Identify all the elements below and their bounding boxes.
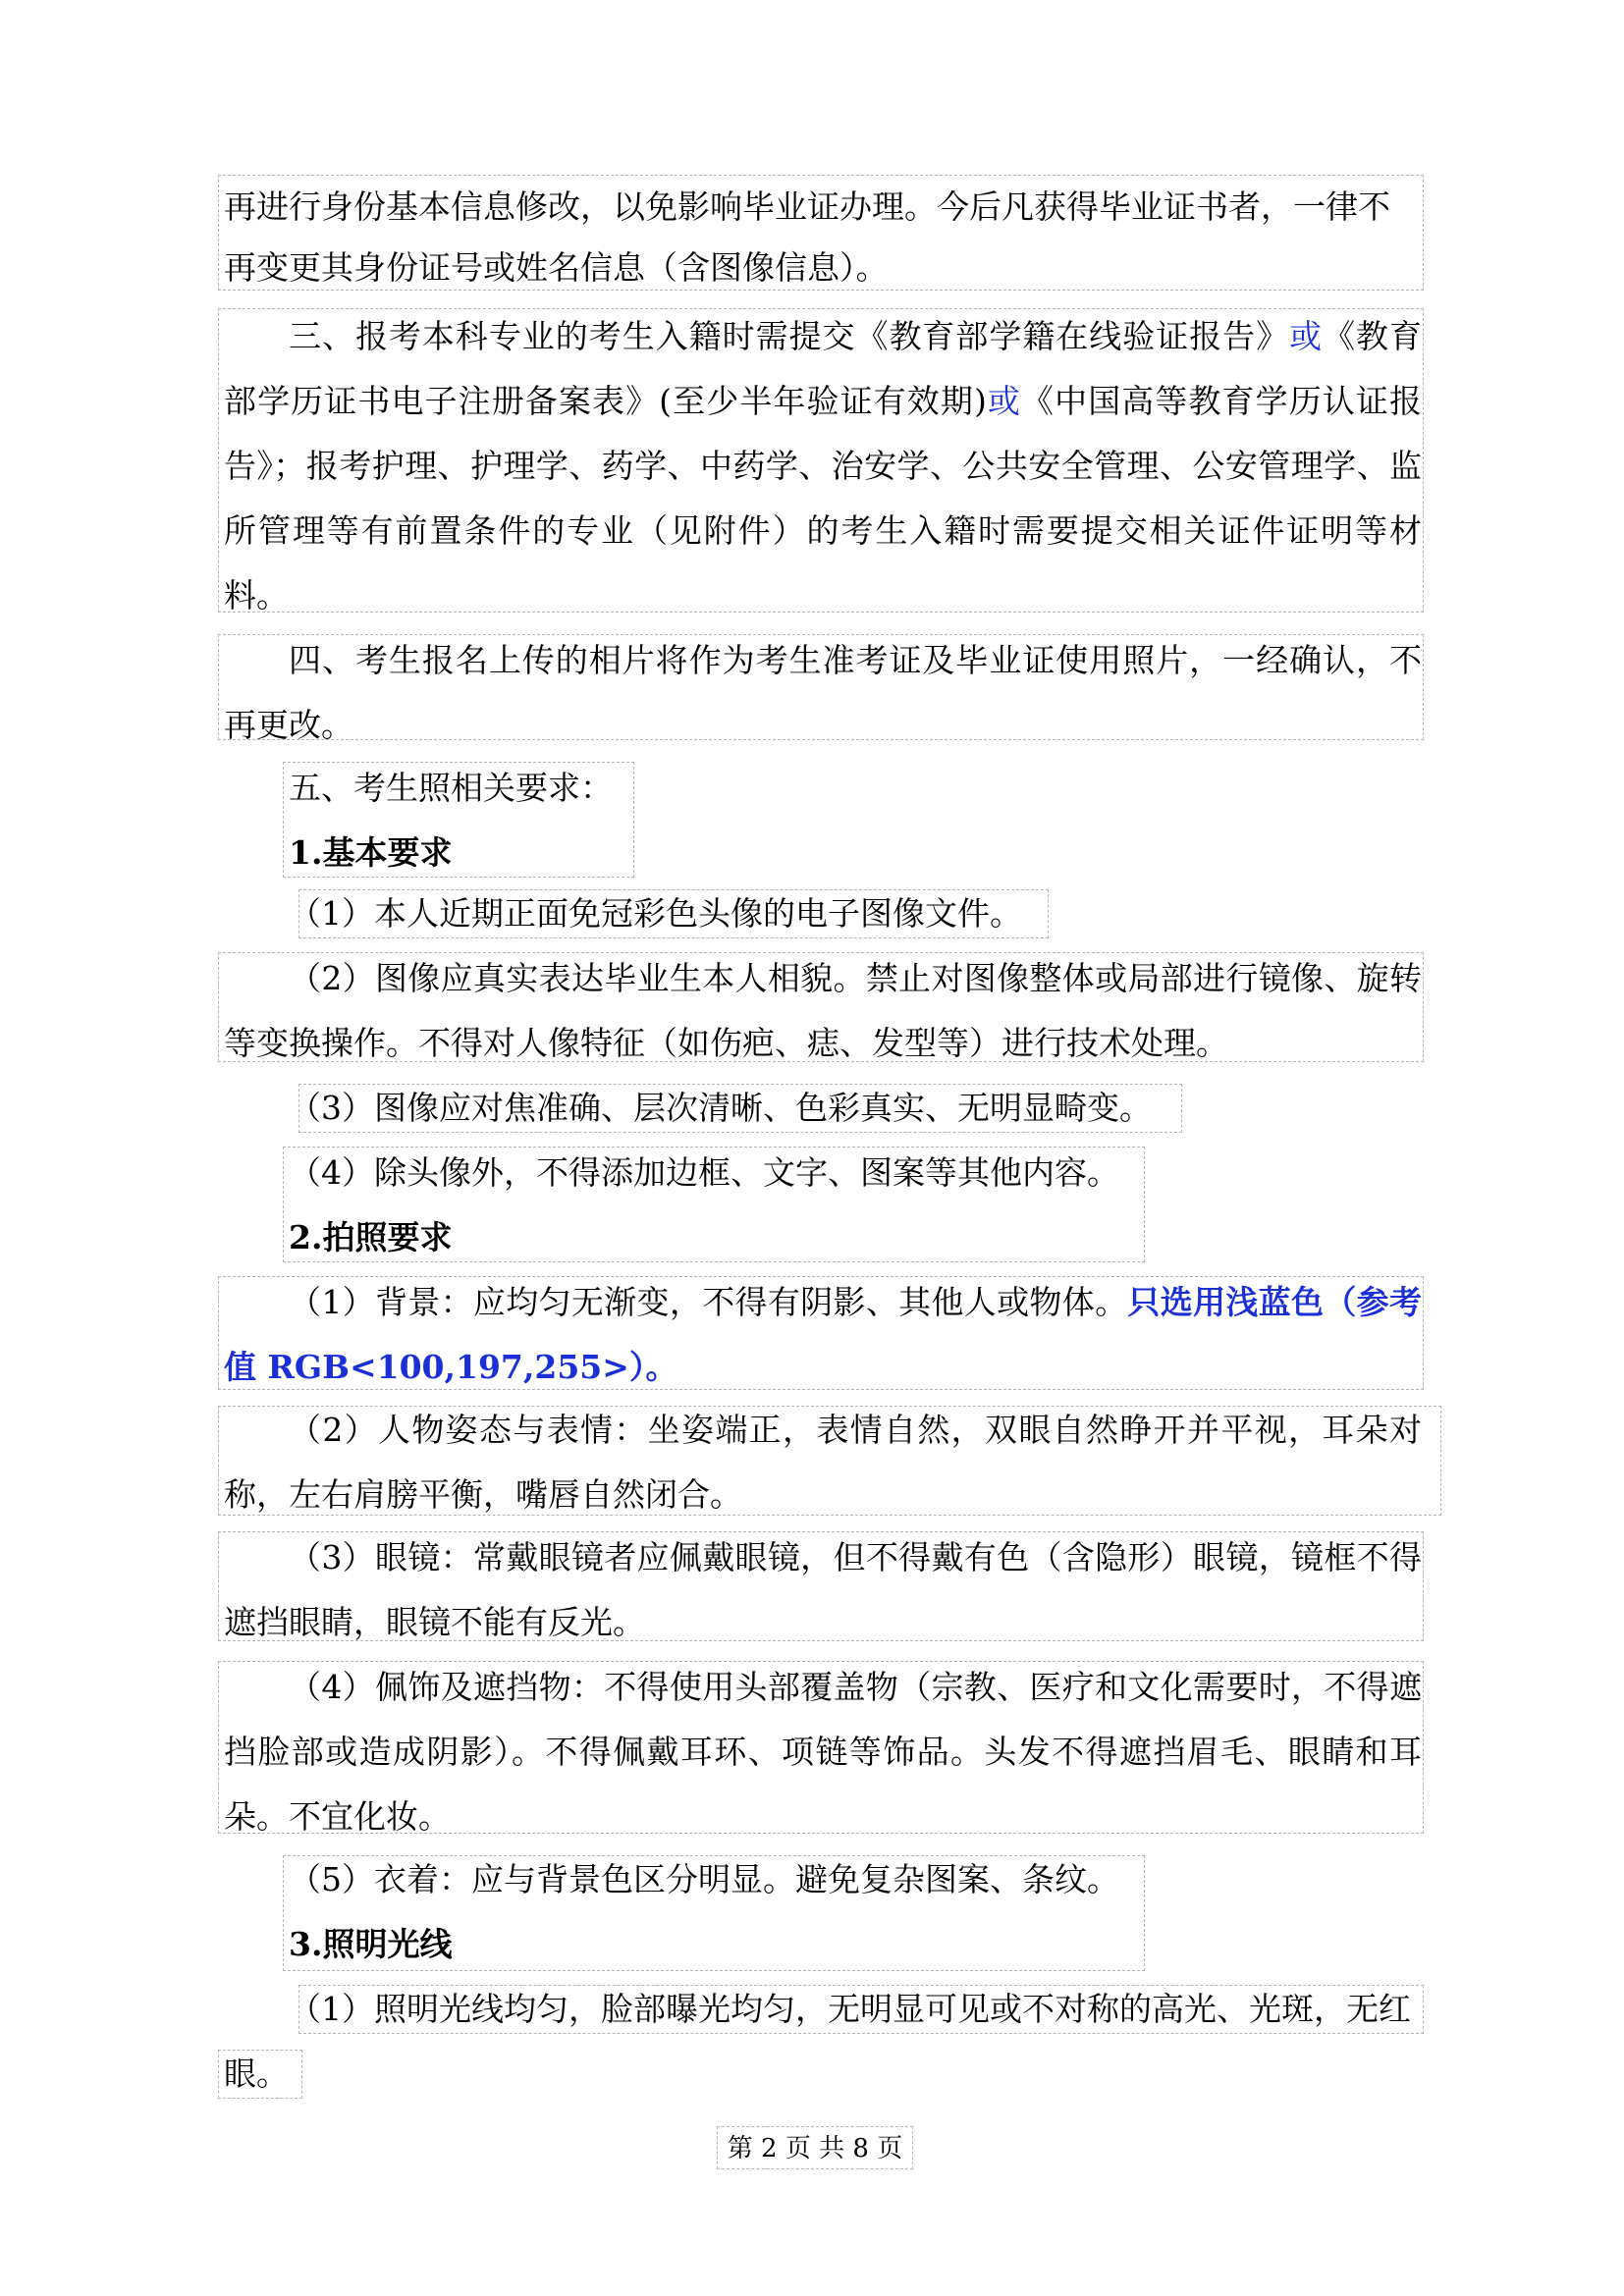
paragraph-line: 再进行身份基本信息修改，以免影响毕业证办理。今后凡获得毕业证书者，一律不 xyxy=(224,187,1390,226)
requirement-item-line: 眼。 xyxy=(224,2055,289,2093)
requirement-item: （4）除头像外，不得添加边框、文字、图案等其他内容。 xyxy=(289,1153,1119,1192)
paragraph-line: 再变更其身份证号或姓名信息（含图像信息）。 xyxy=(224,248,889,287)
background-color-note: 只选用浅蓝色（参考值 RGB<100,197,255>）。 xyxy=(224,1283,1423,1386)
paragraph-text: 《教育部学历证书电子注册备案表》(至少半年验证有效期) xyxy=(224,317,1423,420)
conjunction-or: 或 xyxy=(1289,317,1324,355)
requirement-text: （1）背景：应均匀无渐变，不得有阴影、其他人或物体。 xyxy=(289,1283,1128,1321)
paragraph-text: 《中国高等教育学历认证报告》；报考护理、护理学、药学、中药学、治安学、公共安全管理、公安管理学、监所管理等有前置条件的专业（见附件）的考生入籍时需要提交相关证件证明等材料。 xyxy=(224,382,1423,614)
subheading-photo-requirements: 2.拍照要求 xyxy=(289,1218,453,1256)
page-number: 第 2 页 共 8 页 xyxy=(717,2126,913,2169)
requirement-item xyxy=(224,1270,1422,1400)
paragraph-text: 三、报考本科专业的考生入籍时需提交《教育部学籍在线验证报告》 xyxy=(289,317,1290,355)
conjunction-or: 或 xyxy=(986,382,1022,420)
requirement-item: （2）人物姿态与表情：坐姿端正，表情自然，双眼自然睁开并平视，耳朵对称，左右肩膀平衡，嘴唇自然闭合。 xyxy=(224,1411,1422,1514)
requirement-item: （2）图像应真实表达毕业生本人相貌。禁止对图像整体或局部进行镜像、旋转等变换操作。不得对人像特征（如伤疤、痣、发型等）进行技术处理。 xyxy=(224,959,1422,1062)
paragraph-item-4: 四、考生报名上传的相片将作为考生准考证及毕业证使用照片，一经确认，不再更改。 xyxy=(224,641,1422,744)
requirement-item: （1）本人近期正面免冠彩色头像的电子图像文件。 xyxy=(289,894,1022,933)
subheading-basic-requirements: 1.基本要求 xyxy=(289,833,453,872)
requirement-item: （4）佩饰及遮挡物：不得使用头部覆盖物（宗教、医疗和文化需要时，不得遮挡脸部或造成阴影）。不得佩戴耳环、项链等饰品。头发不得遮挡眉毛、眼睛和耳朵。不宜化妆。 xyxy=(224,1668,1422,1836)
requirement-item: （3）图像应对焦准确、层次清晰、色彩真实、无明显畸变。 xyxy=(289,1089,1152,1127)
requirement-item: （5）衣着：应与背景色区分明显。避免复杂图案、条纹。 xyxy=(289,1860,1119,1898)
requirement-item-line: （1）照明光线均匀，脸部曝光均匀，无明显可见或不对称的高光、光斑，无红 xyxy=(289,1990,1411,2028)
requirement-item: （3）眼镜：常戴眼镜者应佩戴眼镜，但不得戴有色（含隐形）眼镜，镜框不得遮挡眼睛，眼镜不能有反光。 xyxy=(224,1538,1422,1641)
paragraph-item-3 xyxy=(224,304,1422,628)
section-title: 五、考生照相关要求： xyxy=(289,769,613,807)
subheading-lighting: 3.照明光线 xyxy=(289,1925,453,1963)
